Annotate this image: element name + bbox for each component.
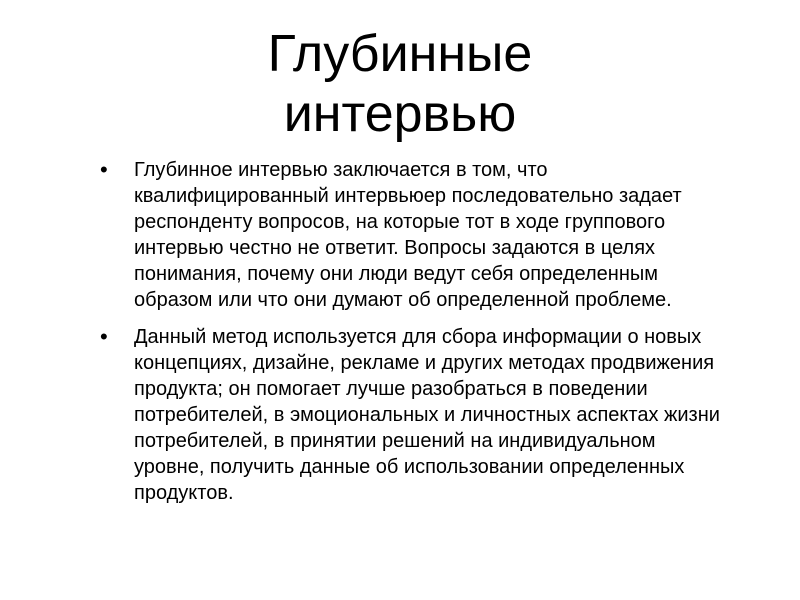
- slide-title-line-2: интервью: [283, 85, 517, 143]
- bullet-dot-icon: •: [100, 157, 108, 182]
- bullet-item-2: [100, 324, 730, 506]
- bullet-dot-icon: •: [100, 324, 108, 349]
- bullet-list: [100, 157, 730, 517]
- slide-title-line-1: Глубинные: [267, 25, 533, 83]
- slide-title: [100, 24, 700, 144]
- bullet-item-1: [100, 157, 730, 313]
- bullet-text-2: Данный метод используется для сбора информации о новых концепциях, дизайне, рекламе и других методах продвижения продукта; он помогает лучше разобраться в поведении потребителей, в эмоциональных и личностных аспектах жизни потребителей, в принятии решений на индивидуальном уровне, получить данные об использовании определенных продуктов.: [134, 326, 720, 504]
- bullet-text-1: Глубинное интервью заключается в том, что квалифицированный интервьюер последовательно задает респонденту вопросов, на которые тот в ходе группового интервью честно не ответит. Вопросы задаются в целях понимания, почему они люди ведут себя определенным образом или что они думают об определенной проблеме.: [134, 159, 682, 311]
